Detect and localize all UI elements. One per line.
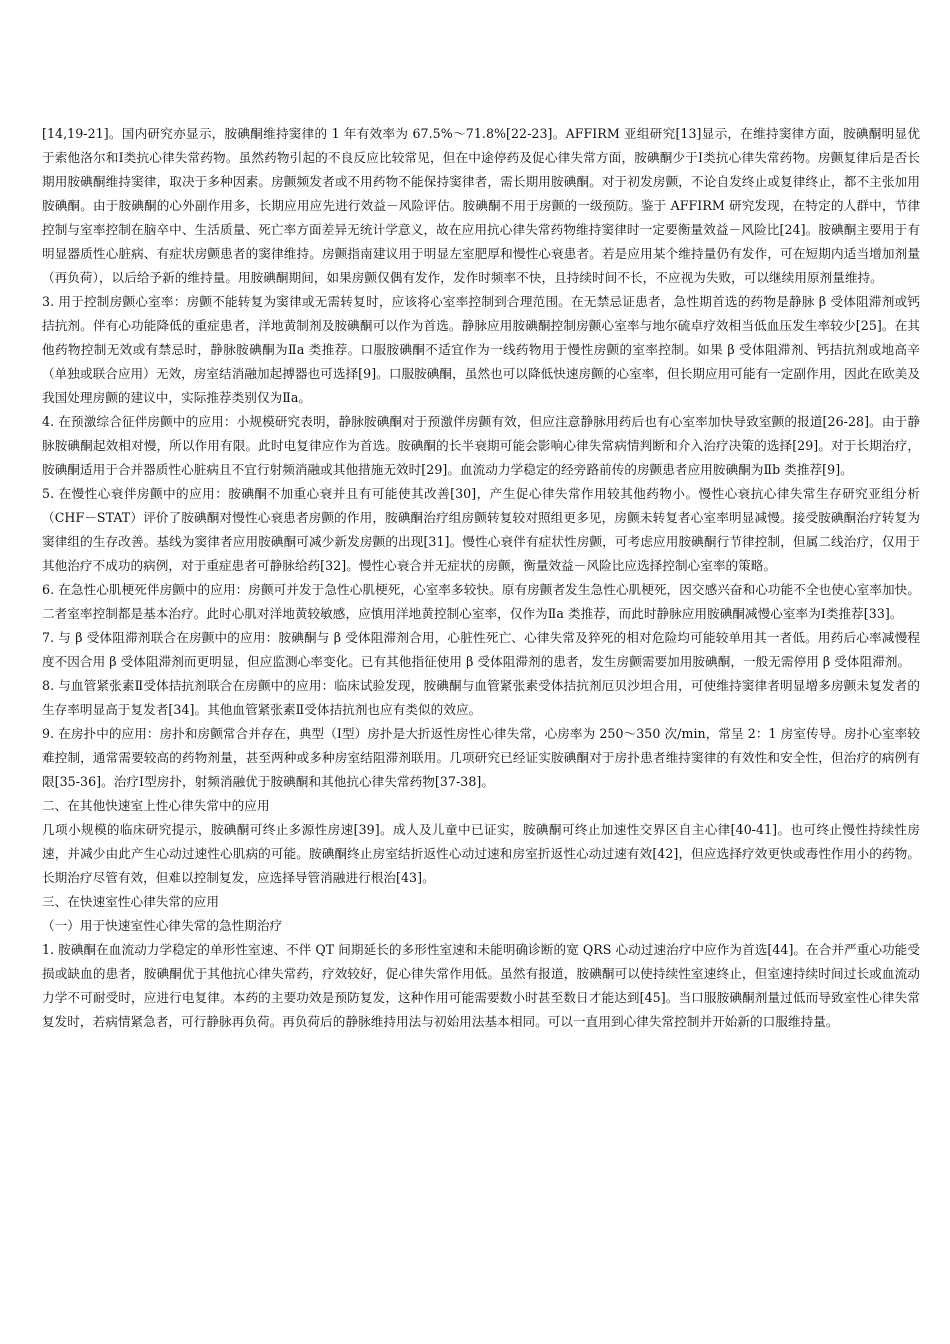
- paragraph-acute-mi-af: 6. 在急性心肌梗死伴房颤中的应用：房颤可并发于急性心肌梗死，心室率多较快。原有房颤者发生急性心肌梗死，因交感兴奋和心功能不全也使心室率加快。二者室率控制都是基本治疗。此时心肌对洋地黄较敏感，应慎用洋地黄控制心室率，仅作为Ⅱa 类推荐，而此时静脉应用胺碘酮减慢心室率为Ⅰ类推荐[33]。: [42, 582, 920, 621]
- paragraph-preexcitation-af: 4. 在预激综合征伴房颤中的应用：小规模研究表明，静脉胺碘酮对于预激伴房颤有效，但应注意静脉用药后也有心室率加快导致室颤的报道[26-28]。由于静脉胺碘酮起效相对慢，所以作用有限。此时电复律应作为首选。胺碘酮的长半衰期可能会影响心律失常病情判断和介入治疗决策的选择[29]。对于长期治疗，胺碘酮适用于合并器质性心脏病且不宜行射频消融或其他措施无效时[29]。血流动力学稳定的经旁路前传的房颤患者应用胺碘酮为Ⅱb 类推荐[9]。: [42, 414, 920, 477]
- paragraph-ventricular-rate-control: 3. 用于控制房颤心室率：房颤不能转复为窦律或无需转复时，应该将心室率控制到合理范围。在无禁忌证患者，急性期首选的药物是静脉 β 受体阻滞剂或钙拮抗剂。伴有心功能降低的重症患者，洋地黄制剂及胺碘酮可以作为首选。静脉应用胺碘酮控制房颤心室率与地尔硫卓疗效相当低血压发生率较少[25]。在其他药物控制无效或有禁忌时，静脉胺碘酮为Ⅱa 类推荐。口服胺碘酮不适宜作为一线药物用于慢性房颤的室率控制。如果 β 受体阻滞剂、钙拮抗剂或地高辛（单独或联合应用）无效，房室结消融加起搏器也可选择[9]。口服胺碘酮，虽然也可以降低快速房颤的心室率，但长期应用可能有一定副作用，因此在欧美及我国处理房颤的建议中，实际推荐类别仅为Ⅱa。: [42, 294, 920, 405]
- paragraph-svt: 几项小规模的临床研究提示，胺碘酮可终止多源性房速[39]。成人及儿童中已证实，胺碘酮可终止加速性交界区自主心律[40-41]。也可终止慢性持续性房速，并减少由此产生心动过速性心肌病的可能。胺碘酮终止房室结折返性心动过速和房室折返性心动过速有效[42]，但应选择疗效更快或毒性作用小的药物。长期治疗尽管有效，但难以控制复发，应选择导管消融进行根治[43]。: [42, 822, 920, 885]
- paragraph-acute-vt-treatment: 1. 胺碘酮在血流动力学稳定的单形性室速、不伴 QT 间期延长的多形性室速和未能明确诊断的宽 QRS 心动过速治疗中应作为首选[44]。在合并严重心功能受损或缺血的患者，胺碘酮优于其他抗心律失常药，疗效较好，促心律失常作用低。虽然有报道，胺碘酮可以使持续性室速终止，但室速持续时间过长或血流动力学不可耐受时，应进行电复律。本药的主要功效是预防复发，这种作用可能需要数小时甚至数日才能达到[45]。当口服胺碘酮剂量过低而导致室性心律失常复发时，若病情紧急者，可行静脉再负荷。再负荷后的静脉维持用法与初始用法基本相同。可以一直用到心律失常控制并开始新的口服维持量。: [42, 942, 920, 1029]
- section-heading-svt: 二、在其他快速室上性心律失常中的应用: [42, 798, 270, 813]
- paragraph-beta-blocker-combination: 7. 与 β 受体阻滞剂联合在房颤中的应用：胺碘酮与 β 受体阻滞剂合用，心脏性死亡、心律失常及猝死的相对危险均可能较单用其一者低。用药后心率减慢程度不因合用 β 受体阻滞剂而更明显，但应监测心率变化。已有其他指征使用 β 受体阻滞剂的患者，发生房颤需要加用胺碘酮，一般无需停用 β 受体阻滞剂。: [42, 630, 920, 669]
- section-heading-ventricular-arrhythmia: 三、在快速室性心律失常的应用: [42, 894, 220, 909]
- paragraph-atrial-flutter: 9. 在房扑中的应用：房扑和房颤常合并存在，典型（Ⅰ型）房扑是大折返性房性心律失常，心房率为 250～350 次/min，常呈 2：1 房室传导。房扑心室率较难控制，通常需要较高的药物剂量，甚至两种或多种房室结阻滞剂联用。几项研究已经证实胺碘酮对于房扑患者维持窦律的有效性和安全性，但治疗的病例有限[35-36]。治疗Ⅰ型房扑，射频消融优于胺碘酮和其他抗心律失常药物[37-38]。: [42, 726, 920, 789]
- document-body: [42, 122, 920, 1034]
- paragraph-arb-combination: 8. 与血管紧张素Ⅱ受体拮抗剂联合在房颤中的应用：临床试验发现，胺碘酮与血管紧张素受体拮抗剂厄贝沙坦合用，可使维持窦律者明显增多房颤未复发者的生存率明显高于复发者[34]。其他血管紧张素Ⅱ受体拮抗剂也应有类似的效应。: [42, 678, 920, 717]
- paragraph-amiodarone-sinus-maintenance: [14,19-21]。国内研究亦显示，胺碘酮维持窦律的 1 年有效率为 67.5%～71.8%[22-23]。AFFIRM 亚组研究[13]显示，在维持窦律方面，胺碘酮明显优于索他洛尔和Ⅰ类抗心律失常药物。虽然药物引起的不良反应比较常见，但在中途停药及促心律失常方面，胺碘酮少于Ⅰ类抗心律失常药物。房颤复律后是否长期用胺碘酮维持窦律，取决于多种因素。房颤频发者或不用药物不能保持窦律者，需长期用胺碘酮。对于初发房颤，不论自发终止或复律终止，都不主张加用胺碘酮。由于胺碘酮的心外副作用多，长期应用应先进行效益－风险评估。胺碘酮不用于房颤的一级预防。鉴于 AFFIRM 研究发现，在特定的人群中，节律控制与室率控制在脑卒中、生活质量、死亡率方面差异无统计学意义，故在应用抗心律失常药物维持窦律时一定要衡量效益－风险比[24]。胺碘酮主要用于有明显器质性心脏病、有症状房颤患者的窦律维持。房颤指南建议用于明显左室肥厚和慢性心衰患者。若是应用某个维持量仍有发作，可在短期内适当增加剂量（再负荷），以后给予新的维持量。用胺碘酮期间，如果房颤仅偶有发作，发作时频率不快，且持续时间不长，不应视为失败，可以继续用原剂量维持。: [42, 126, 920, 285]
- paragraph-chronic-heart-failure-af: 5. 在慢性心衰伴房颤中的应用：胺碘酮不加重心衰并且有可能使其改善[30]，产生促心律失常作用较其他药物小。慢性心衰抗心律失常生存研究亚组分析（CHF－STAT）评价了胺碘酮对慢性心衰患者房颤的作用，胺碘酮治疗组房颤转复较对照组更多见，房颤未转复者心室率明显减慢。接受胺碘酮治疗转复为窦律组的生存改善。基线为窦律者应用胺碘酮可减少新发房颤的出现[31]。慢性心衰伴有症状性房颤，可考虑应用胺碘酮行节律控制，但属二线治疗，仅用于其他治疗不成功的病例，对于重症患者可静脉给药[32]。慢性心衰合并无症状的房颤，衡量效益－风险比应选择控制心室率的策略。: [42, 486, 920, 573]
- subsection-heading-acute-treatment: （一）用于快速室性心律失常的急性期治疗: [42, 918, 283, 933]
